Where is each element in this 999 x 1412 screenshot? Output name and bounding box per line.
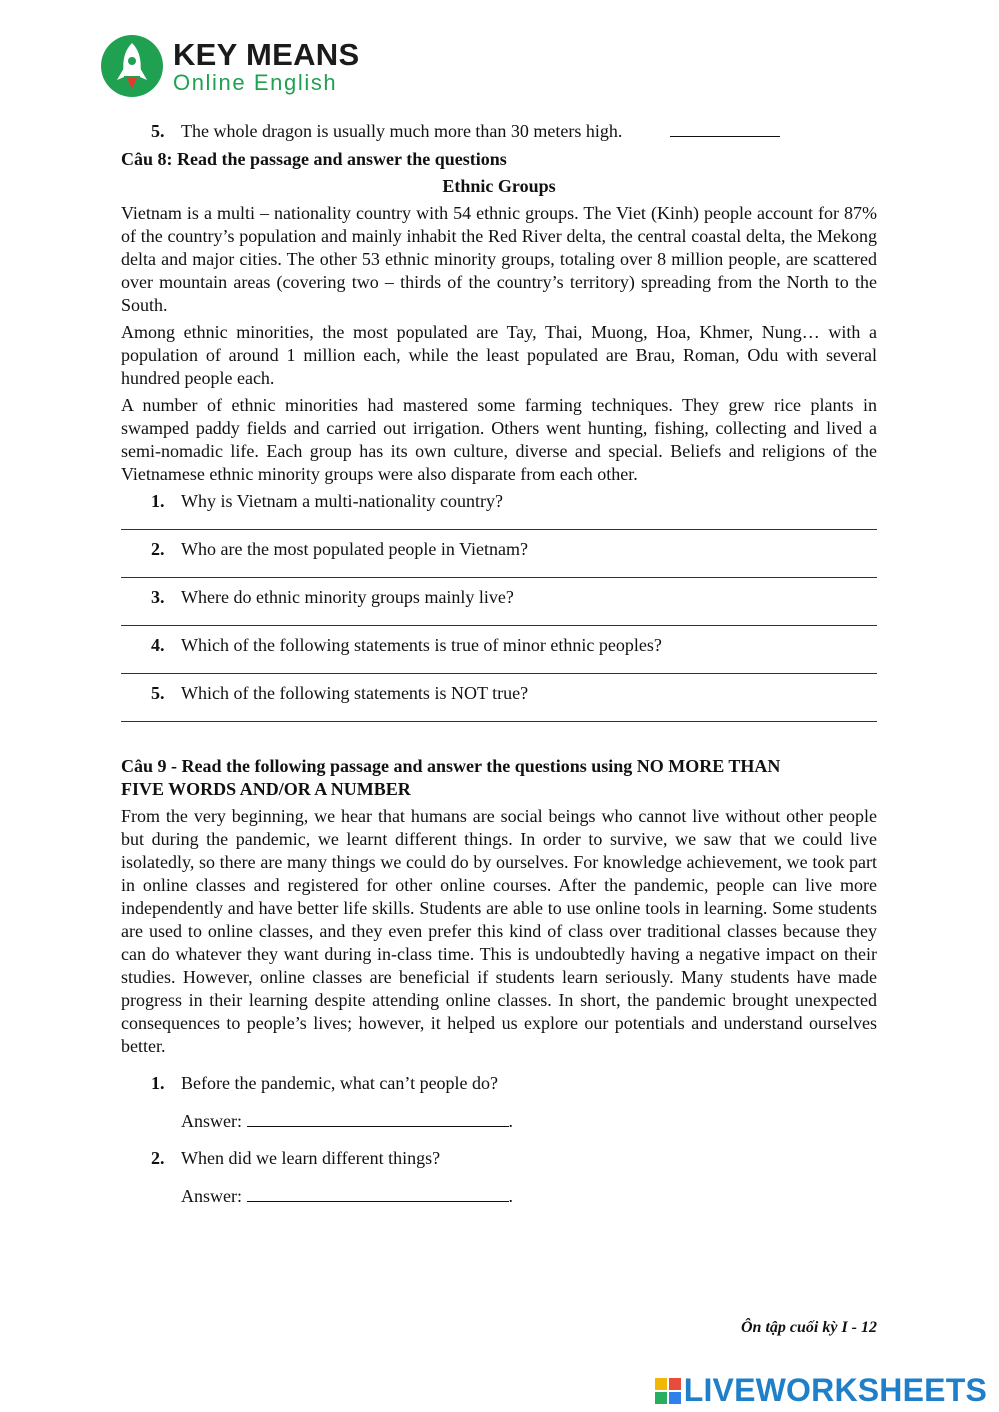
question-text: Before the pandemic, what can’t people do? <box>181 1073 499 1093</box>
question-number: 4. <box>151 635 165 655</box>
cau9-heading-line: FIVE WORDS AND/OR A NUMBER <box>121 779 411 799</box>
passage-paragraph: A number of ethnic minorities had mastered some farming techniques. They grew rice plants in swamped paddy fields and carried out irrigation. Others went hunting, fishing, collecting and lived a semi-nomadic life. Each group has its own culture, diverse and special. Beliefs and religions of the Vietnamese ethnic minority groups were also disparate from each other. <box>121 395 877 484</box>
question-item <box>121 634 877 674</box>
liveworksheets-watermark <box>655 1372 987 1409</box>
cau9-heading <box>121 755 877 801</box>
passage-paragraph: Vietnam is a multi – nationality country with 54 ethnic groups. The Viet (Kinh) people account for 87% of the country’s population and mainly inhabit the Red River delta, the central coastal delta, the Mekong delta and major cities. The other 53 ethnic minority groups, totaling over 8 million people, are scattered over mountain areas (covering two – thirds of the country’s territory) spreading from the North to the South. <box>121 203 877 315</box>
cau9-heading-line: Câu 9 - Read the following passage and answer the questions using NO MORE THAN <box>121 756 781 776</box>
worksheet-content <box>121 120 877 1208</box>
question-number: 2. <box>151 1148 165 1168</box>
question-text: When did we learn different things? <box>181 1148 441 1168</box>
question-text: Where do ethnic minority groups mainly live? <box>181 587 514 607</box>
rocket-icon <box>100 34 164 98</box>
answer-line[interactable] <box>121 721 877 722</box>
liveworksheets-logo-icon <box>655 1378 681 1404</box>
key-means-logo <box>100 34 359 98</box>
question-number: 5. <box>151 121 165 141</box>
passage-paragraph: Among ethnic minorities, the most populated are Tay, Thai, Muong, Hoa, Khmer, Nung… with a population of around 1 million each, while the least populated are Brau, Roman, Odu with several hundred people each. <box>121 322 877 388</box>
answer-line[interactable] <box>121 625 877 626</box>
answer-row: Answer: . <box>181 1111 513 1131</box>
passage-paragraph: From the very beginning, we hear that humans are social beings who cannot live without other people but during the pandemic, we learnt different things. In order to survive, we saw that we could live isolatedly, so there are many things we could do by ourselves. For knowledge achievement, we took part in online classes and registered for other online courses. After the pandemic, people can live more independently and have better life skills. Students are able to use online tools in learning. Some students are used to online classes, and they even prefer this kind of class over traditional classes because they can do whatever they want during in-class time. This is undoubtedly having a negative impact on their studies. However, online classes are beneficial if students learn seriously. Many students have made progress in their learning despite attending online classes. In short, the pandemic brought unexpected consequences to people’s lives; however, it helped us explore our potentials and understand ourselves better. <box>121 806 877 1056</box>
answer-blank[interactable] <box>670 120 780 137</box>
answer-line[interactable] <box>121 529 877 530</box>
cau9-question-list <box>121 1072 877 1208</box>
question-number: 1. <box>151 491 165 511</box>
logo-subtitle: Online English <box>173 69 338 95</box>
question-number: 5. <box>151 683 165 703</box>
passage-title: Ethnic Groups <box>442 176 556 196</box>
cau8-question-list <box>121 490 877 722</box>
question-text: Which of the following statements is true of minor ethnic peoples? <box>181 635 662 655</box>
question-text: Why is Vietnam a multi-nationality country? <box>181 491 504 511</box>
page-footer: Ôn tập cuối kỳ I - 12 <box>741 1319 877 1336</box>
dragon-question-5 <box>151 120 877 143</box>
watermark-text: LIVEWORKSHEETS <box>683 1372 987 1408</box>
question-text: The whole dragon is usually much more than 30 meters high. <box>181 121 623 141</box>
cau8-heading: Câu 8: Read the passage and answer the questions <box>121 149 507 169</box>
question-item <box>121 586 877 626</box>
answer-label: Answer: <box>181 1186 242 1206</box>
question-number: 3. <box>151 587 165 607</box>
question-number: 1. <box>151 1073 165 1093</box>
answer-line[interactable] <box>121 673 877 674</box>
answer-line[interactable] <box>121 577 877 578</box>
question-item <box>121 682 877 722</box>
logo-title: KEY MEANS <box>173 36 360 72</box>
question-item <box>121 490 877 530</box>
answer-blank[interactable] <box>247 1110 509 1127</box>
question-item <box>121 1147 877 1208</box>
question-text: Who are the most populated people in Vietnam? <box>181 539 528 559</box>
answer-blank[interactable] <box>247 1185 509 1202</box>
question-item <box>121 538 877 578</box>
question-item <box>121 1072 877 1133</box>
answer-label: Answer: <box>181 1111 242 1131</box>
answer-row: Answer: . <box>181 1186 513 1206</box>
question-text: Which of the following statements is NOT true? <box>181 683 529 703</box>
question-number: 2. <box>151 539 165 559</box>
